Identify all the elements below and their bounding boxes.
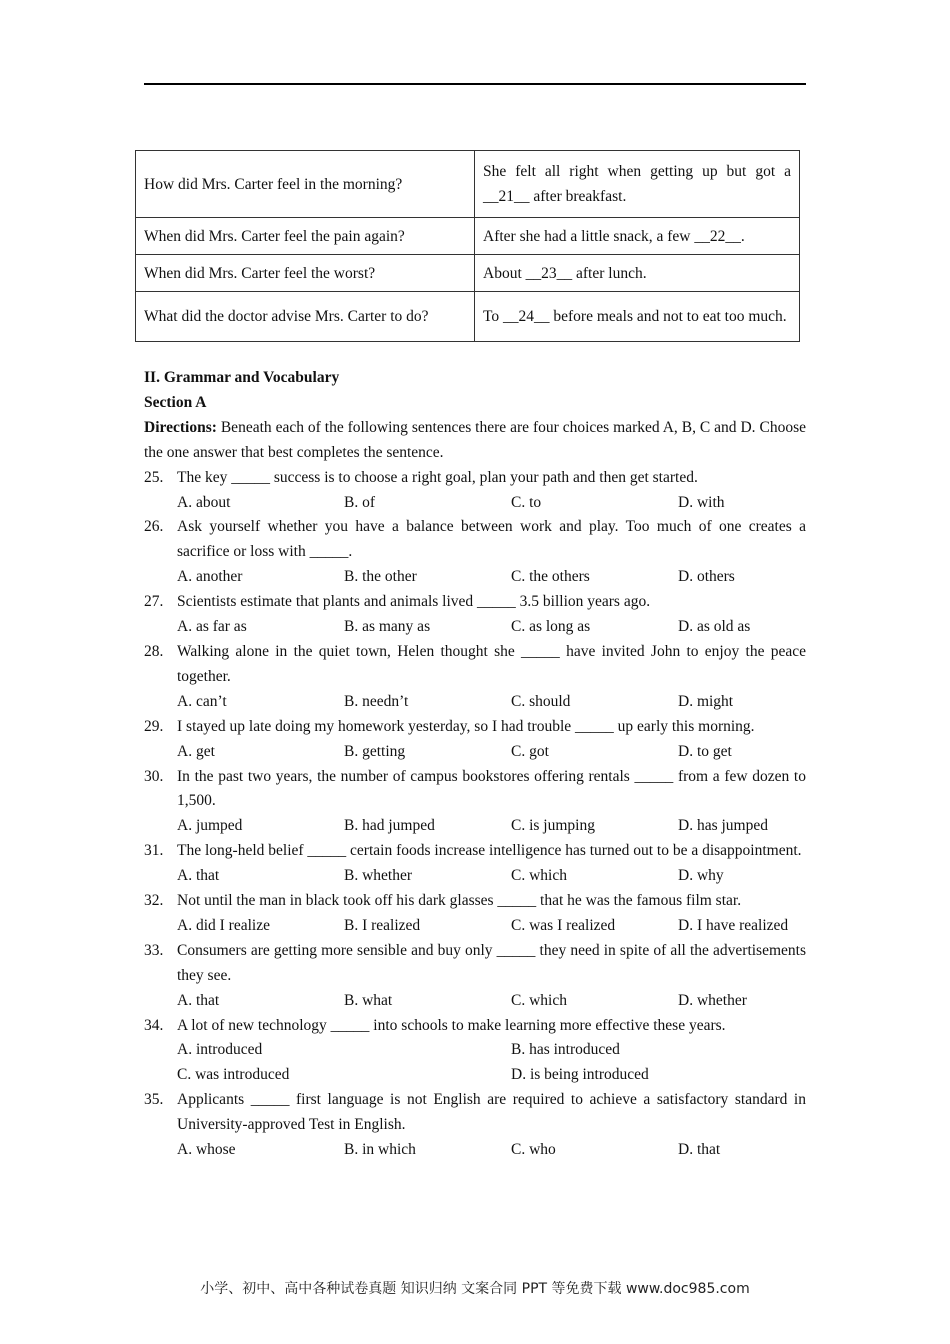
question-text: Consumers are getting more sensible and buy only _____ they need in spite of all the advertisements they see. — [177, 941, 806, 984]
grammar-section — [144, 366, 806, 1163]
header-rule — [144, 83, 806, 85]
question-text: I stayed up late doing my homework yesterday, so I had trouble _____ up early this morning. — [177, 717, 755, 735]
answer-option: C. the others — [511, 568, 590, 586]
options-row — [144, 740, 806, 765]
answer-option: C. was I realized — [511, 916, 616, 934]
answer-option: B. needn’t — [344, 692, 409, 710]
answer-option: B. what — [344, 991, 393, 1009]
options-row — [144, 491, 806, 516]
answer-option: C. was introduced — [177, 1066, 290, 1084]
answer-option: A. another — [177, 568, 243, 586]
answer-option: D. others — [678, 568, 735, 586]
question-number: 34. — [144, 1016, 164, 1034]
question-number: 32. — [144, 892, 164, 910]
question-item — [144, 1088, 806, 1163]
answer-option: C. to — [511, 493, 542, 511]
options-row — [144, 1038, 806, 1063]
section-title: II. Grammar and Vocabulary — [144, 369, 340, 386]
table-row — [136, 292, 800, 342]
question-stem — [144, 1014, 806, 1039]
options-row — [144, 690, 806, 715]
answer-option: D. as old as — [678, 618, 751, 636]
answer-option: A. as far as — [177, 618, 247, 636]
question-stem — [144, 1088, 806, 1138]
question-stem — [144, 590, 806, 615]
question-number: 29. — [144, 717, 164, 735]
answer-option: A. did I realize — [177, 916, 270, 934]
answer-option: A. that — [177, 867, 220, 885]
options-row — [144, 1063, 806, 1088]
options-row — [144, 989, 806, 1014]
answer-option: D. I have realized — [678, 916, 789, 934]
footer-text: 小学、初中、高中各种试卷真题 知识归纳 文案合同 PPT 等免费下载 www.doc985.com — [200, 1281, 750, 1297]
table-answer: After she had a little snack, a few __22__. — [475, 218, 800, 255]
table-row — [136, 255, 800, 292]
options-row — [144, 615, 806, 640]
question-number: 31. — [144, 842, 164, 860]
answer-option: B. had jumped — [344, 817, 435, 835]
question-item — [144, 715, 806, 765]
table-answer: About __23__ after lunch. — [475, 255, 800, 292]
directions — [144, 416, 806, 466]
answer-option: C. which — [511, 991, 567, 1009]
answer-option: B. has introduced — [511, 1041, 620, 1059]
question-item — [144, 466, 806, 516]
question-text: Scientists estimate that plants and animals lived _____ 3.5 billion years ago. — [177, 593, 651, 611]
answer-option: B. getting — [344, 742, 406, 760]
question-number: 27. — [144, 593, 164, 611]
question-number: 33. — [144, 941, 164, 959]
options-row — [144, 1138, 806, 1163]
question-stem — [144, 640, 806, 690]
answer-option: C. is jumping — [511, 817, 595, 835]
question-stem — [144, 889, 806, 914]
question-stem — [144, 839, 806, 864]
table-answer: She felt all right when getting up but got a __21__ after breakfast. — [475, 151, 800, 218]
answer-option: D. might — [678, 692, 734, 710]
question-text: Ask yourself whether you have a balance between work and play. Too much of one creates a sacrifice or loss with _____. — [177, 518, 806, 561]
question-text: A lot of new technology _____ into schools to make learning more effective these years. — [177, 1016, 726, 1034]
question-item — [144, 939, 806, 1014]
question-number: 35. — [144, 1091, 164, 1109]
answer-option: B. of — [344, 493, 375, 511]
answer-option: B. whether — [344, 867, 413, 885]
section-subtitle: Section A — [144, 393, 207, 411]
question-item — [144, 765, 806, 840]
answer-option: C. who — [511, 1141, 556, 1159]
options-row — [144, 914, 806, 939]
question-item — [144, 590, 806, 640]
answer-option: D. that — [678, 1141, 721, 1159]
question-item — [144, 515, 806, 590]
answer-option: C. as long as — [511, 618, 591, 636]
answer-option: D. whether — [678, 991, 747, 1009]
question-stem — [144, 715, 806, 740]
answer-option: C. should — [511, 692, 571, 710]
question-stem — [144, 939, 806, 989]
answer-option: D. has jumped — [678, 817, 768, 835]
answer-option: A. jumped — [177, 817, 243, 835]
answer-option: A. about — [177, 493, 231, 511]
options-row — [144, 565, 806, 590]
question-item — [144, 640, 806, 715]
answer-option: C. which — [511, 867, 567, 885]
question-text: Applicants _____ first language is not English are required to achieve a satisfactory standard in University-approved Test in English. — [177, 1091, 806, 1134]
answer-option: B. in which — [344, 1141, 416, 1159]
question-item — [144, 1014, 806, 1089]
answer-option: A. can’t — [177, 692, 227, 710]
answer-option: D. to get — [678, 742, 732, 760]
answer-option: A. introduced — [177, 1041, 263, 1059]
answer-option: A. whose — [177, 1141, 236, 1159]
table-question: What did the doctor advise Mrs. Carter to do? — [136, 292, 475, 342]
question-number: 26. — [144, 518, 164, 536]
question-item — [144, 839, 806, 889]
question-number: 30. — [144, 767, 164, 785]
question-stem — [144, 515, 806, 565]
question-number: 28. — [144, 642, 164, 660]
question-text: The long-held belief _____ certain foods increase intelligence has turned out to be a disappointment. — [177, 842, 802, 860]
question-text: Walking alone in the quiet town, Helen thought she _____ have invited John to enjoy the peace together. — [177, 642, 806, 685]
question-text: Not until the man in black took off his dark glasses _____ that he was the famous film star. — [177, 892, 742, 910]
question-list — [144, 466, 806, 1163]
table-row — [136, 151, 800, 218]
table-answer: To __24__ before meals and not to eat too much. — [475, 292, 800, 342]
answer-option: B. I realized — [344, 916, 421, 934]
directions-label: Directions: — [144, 418, 217, 436]
question-stem — [144, 466, 806, 491]
question-text: The key _____ success is to choose a right goal, plan your path and then get started. — [177, 468, 698, 486]
table-row — [136, 218, 800, 255]
question-item — [144, 889, 806, 939]
answer-option: A. get — [177, 742, 215, 760]
table-question: When did Mrs. Carter feel the worst? — [136, 255, 475, 292]
answer-option: D. with — [678, 493, 725, 511]
question-text: In the past two years, the number of campus bookstores offering rentals _____ from a few dozen to 1,500. — [177, 767, 806, 810]
answer-option: D. why — [678, 867, 724, 885]
answer-option: B. the other — [344, 568, 417, 586]
answer-option: A. that — [177, 991, 220, 1009]
answer-option: D. is being introduced — [511, 1066, 649, 1084]
table-question: When did Mrs. Carter feel the pain again? — [136, 218, 475, 255]
options-row — [144, 864, 806, 889]
directions-text: Beneath each of the following sentences there are four choices marked A, B, C and D. Choose the one answer that best completes the sentence. — [144, 418, 806, 461]
info-table — [135, 150, 800, 342]
options-row — [144, 814, 806, 839]
question-number: 25. — [144, 468, 164, 486]
question-stem — [144, 765, 806, 815]
answer-option: B. as many as — [344, 618, 431, 636]
table-question: How did Mrs. Carter feel in the morning? — [136, 151, 475, 218]
answer-option: C. got — [511, 742, 549, 760]
